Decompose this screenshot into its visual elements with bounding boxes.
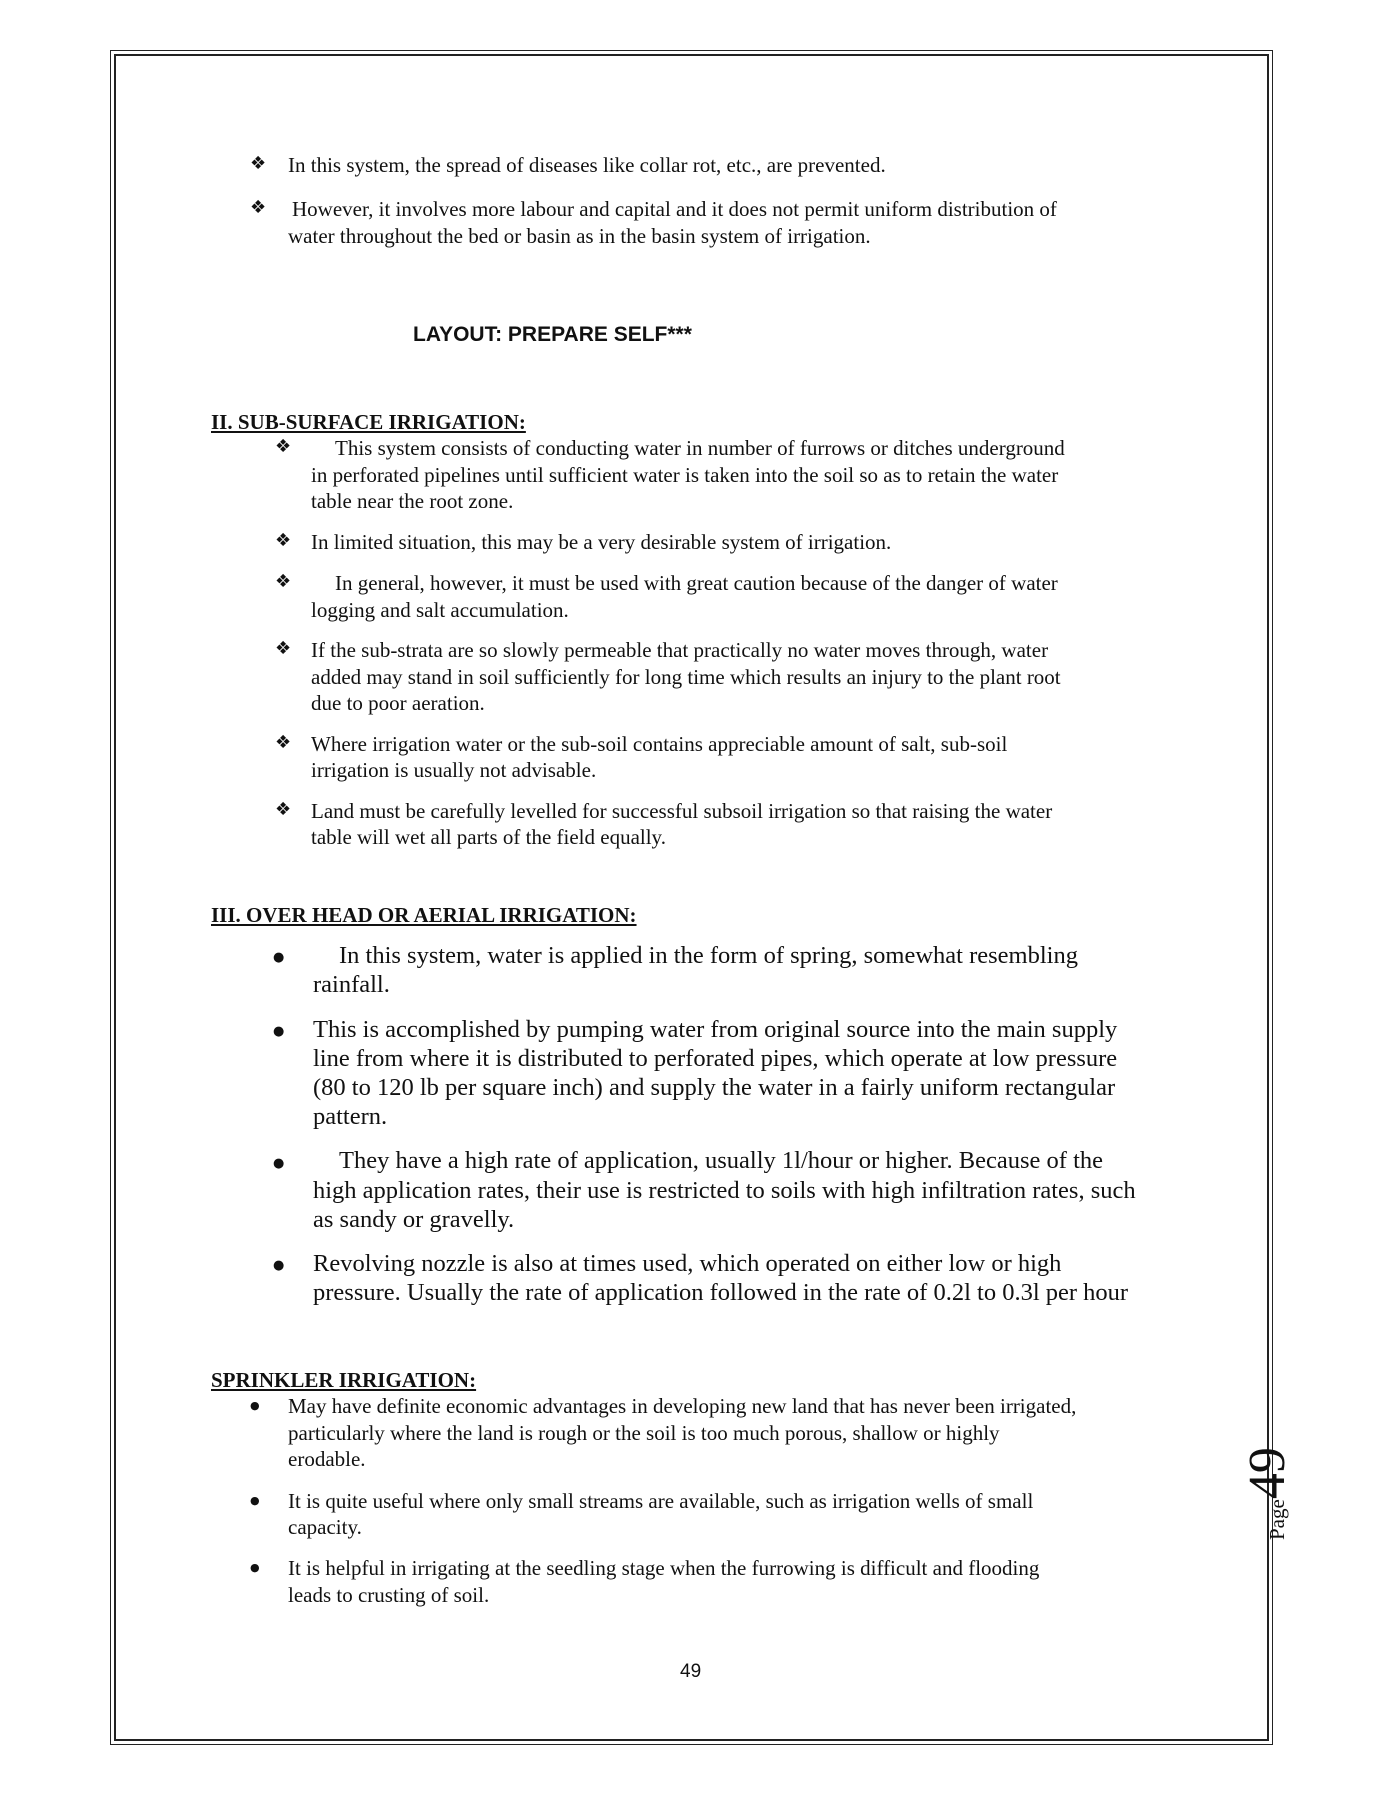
bullet-text: In limited situation, this may be a very desirable system of irrigation.	[311, 530, 892, 554]
bullet-text: If the sub-strata are so slowly permeable that practically no water moves through, water	[311, 638, 1049, 662]
section-heading-sprinkler: SPRINKLER IRRIGATION:	[211, 1368, 477, 1392]
side-page-number: 49	[1239, 1447, 1296, 1500]
bullet-diamond-icon: ❖	[250, 153, 267, 174]
bullet-dot-icon: ●	[273, 1156, 285, 1171]
bullet-text: erodable.	[288, 1447, 366, 1471]
bullet-text: water throughout the bed or basin as in the basin system of irrigation.	[288, 224, 871, 248]
bullet-text: It is helpful in irrigating at the seedling stage when the furrowing is difficult and flooding	[288, 1556, 1040, 1580]
bullet-text: This is accomplished by pumping water from original source into the main supply	[313, 1016, 1118, 1043]
bullet-text: logging and salt accumulation.	[311, 598, 569, 622]
bullet-text: They have a high rate of application, usually 1l/hour or higher. Because of the	[339, 1147, 1104, 1174]
bullet-text: due to poor aeration.	[311, 691, 485, 715]
bullet-text: in perforated pipelines until sufficient water is taken into the soil so as to retain the water	[311, 463, 1059, 487]
bullet-text: In this system, water is applied in the form of spring, somewhat resembling	[339, 942, 1078, 969]
side-page-word: Page	[1265, 1499, 1289, 1540]
section-heading-subsurface: II. SUB-SURFACE IRRIGATION:	[211, 410, 526, 434]
bullet-text: table will wet all parts of the field equally.	[311, 825, 666, 849]
footer-page-number: 49	[680, 1661, 702, 1682]
bullet-text: pattern.	[313, 1103, 388, 1130]
bullet-text: However, it involves more labour and capital and it does not permit uniform distribution of	[292, 197, 1057, 221]
bullet-diamond-icon: ❖	[275, 571, 292, 592]
bullet-dot-icon: ●	[273, 1258, 285, 1273]
bullet-dot-icon: ●	[273, 1024, 285, 1039]
bullet-diamond-icon: ❖	[275, 638, 292, 659]
bullet-text: leads to crusting of soil.	[288, 1583, 490, 1607]
bullet-text: added may stand in soil sufficiently for long time which results an injury to the plant root	[311, 665, 1061, 689]
bullet-diamond-icon: ❖	[275, 436, 292, 457]
bullet-text: Revolving nozzle is also at times used, which operated on either low or high	[313, 1250, 1062, 1277]
section-heading-overhead: III. OVER HEAD OR AERIAL IRRIGATION:	[211, 903, 637, 927]
bullet-text: May have definite economic advantages in developing new land that has never been irrigated,	[288, 1394, 1077, 1418]
bullet-text: table near the root zone.	[311, 489, 514, 513]
bullet-text: irrigation is usually not advisable.	[311, 758, 597, 782]
bullet-diamond-icon: ❖	[250, 197, 267, 218]
bullet-dot-icon: ●	[250, 1494, 260, 1507]
bullet-text: Where irrigation water or the sub-soil contains appreciable amount of salt, sub-soil	[311, 732, 1008, 756]
bullet-text: line from where it is distributed to perforated pipes, which operate at low pressure	[313, 1045, 1118, 1072]
side-page-label	[1238, 1340, 1298, 1540]
bullet-text: This system consists of conducting water in number of furrows or ditches underground	[335, 436, 1065, 460]
bullet-diamond-icon: ❖	[275, 799, 292, 820]
bullet-text: high application rates, their use is restricted to soils with high infiltration rates, such	[313, 1177, 1136, 1204]
bullet-dot-icon: ●	[273, 950, 285, 965]
bullet-text: In this system, the spread of diseases like collar rot, etc., are prevented.	[288, 153, 886, 177]
bullet-text: capacity.	[288, 1515, 362, 1539]
bullet-text: pressure. Usually the rate of application followed in the rate of 0.2l to 0.3l per hour	[313, 1279, 1129, 1306]
bullet-dot-icon: ●	[250, 1399, 260, 1412]
bullet-diamond-icon: ❖	[275, 530, 292, 551]
layout-note: LAYOUT: PREPARE SELF***	[413, 323, 692, 346]
bullet-text: (80 to 120 lb per square inch) and supply the water in a fairly uniform rectangular	[313, 1074, 1116, 1101]
bullet-text: In general, however, it must be used with great caution because of the danger of water	[335, 571, 1058, 595]
bullet-diamond-icon: ❖	[275, 732, 292, 753]
bullet-text: It is quite useful where only small streams are available, such as irrigation wells of small	[288, 1489, 1034, 1513]
bullet-text: as sandy or gravelly.	[313, 1206, 515, 1233]
bullet-text: Land must be carefully levelled for successful subsoil irrigation so that raising the water	[311, 799, 1053, 823]
bullet-dot-icon: ●	[250, 1561, 260, 1574]
bullet-text: particularly where the land is rough or the soil is too much porous, shallow or highly	[288, 1421, 1000, 1445]
bullet-text: rainfall.	[313, 971, 390, 998]
